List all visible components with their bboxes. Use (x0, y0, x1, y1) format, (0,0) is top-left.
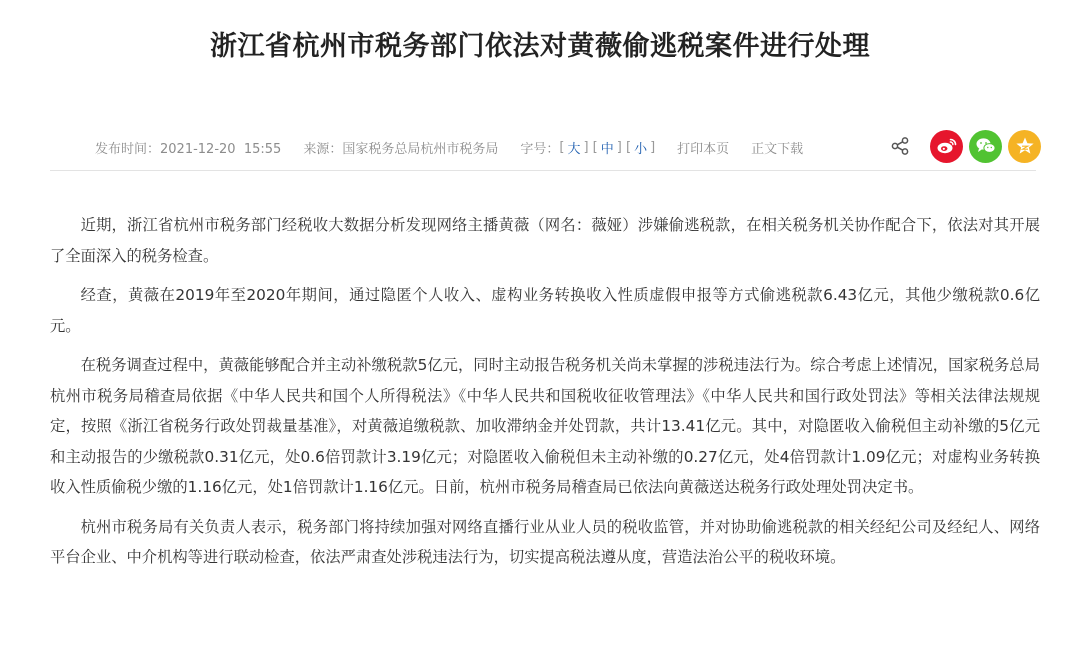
paragraph-2: 经查，黄薇在2019年至2020年期间，通过隐匿个人收入、虚构业务转换收入性质虚假申报等方式偷逃税款6.43亿元，其他少缴税款0.6亿元。 (50, 286, 1040, 335)
header-divider (50, 170, 1036, 171)
paragraph-1: 近期，浙江省杭州市税务部门经税收大数据分析发现网络主播黄薇（网名：薇娅）涉嫌偷逃税款，在相关税务机关协作配合下，依法对其开展了全面深入的税务检查。 (50, 216, 1040, 265)
share-bar (888, 129, 1041, 163)
weibo-icon[interactable] (930, 130, 963, 163)
qzone-icon[interactable] (1008, 130, 1041, 163)
font-size-control: 字号： [ 大 ] [ 中 ] [ 小 ] (520, 139, 656, 157)
font-size-small-button[interactable]: 小 (634, 141, 648, 157)
print-page-link[interactable]: 打印本页 (677, 141, 730, 157)
font-size-label: 字号： (520, 141, 560, 157)
publish-label: 发布时间： (95, 141, 161, 157)
article-title: 浙江省杭州市税务部门依法对黄薇偷逃税案件进行处理 (210, 31, 870, 62)
font-size-medium-button[interactable]: 中 (600, 141, 614, 157)
publish-time: 15:55 (243, 141, 282, 157)
article-meta (95, 134, 803, 160)
wechat-icon[interactable] (969, 130, 1002, 163)
source-info (303, 138, 498, 157)
publish-info (95, 138, 281, 157)
font-size-large-button[interactable]: 大 (567, 141, 581, 157)
paragraph-4: 杭州市税务局有关负责人表示，税务部门将持续加强对网络直播行业从业人员的税收监管，并对协助偷逃税款的相关经纪公司及经纪人、网络平台企业、中介机构等进行联动检查，依法严肃查处涉税违法行为，切实提高税法遵从度，营造法治公平的税收环境。 (50, 517, 1040, 566)
source-name: 国家税务总局杭州市税务局 (342, 141, 499, 157)
download-text-link[interactable]: 正文下载 (751, 141, 804, 157)
paragraph-3: 在税务调查过程中，黄薇能够配合并主动补缴税款5亿元，同时主动报告税务机关尚未掌握的涉税违法行为。综合考虑上述情况，国家税务总局杭州市税务局稽查局依据《中华人民共和国个人所得税法》《中华人民共和国税收征收管理法》《中华人民共和国行政处罚法》等相关法律法规规定，按照《浙江省税务行政处罚裁量基准》，对黄薇追缴税款、加收滞纳金并处罚款，共计13.41亿元。其中，对隐匿收入偷税但主动补缴的5亿元和主动报告的少缴税款0.31亿元，处0.6倍罚款计3.19亿元；对隐匿收入偷税但未主动补缴的0.27亿元，处4倍罚款计1.09亿元；对虚构业务转换收入性质偷税少缴的1.16亿元，处1倍罚款计1.16亿元。日前，杭州市税务局稽查局已依法向黄薇送达税务行政处理处罚决定书。 (50, 356, 1040, 496)
article-body (50, 210, 1040, 582)
share-icon[interactable] (888, 134, 912, 158)
publish-date: 2021-12-20 (160, 141, 236, 157)
source-label: 来源： (303, 141, 343, 157)
